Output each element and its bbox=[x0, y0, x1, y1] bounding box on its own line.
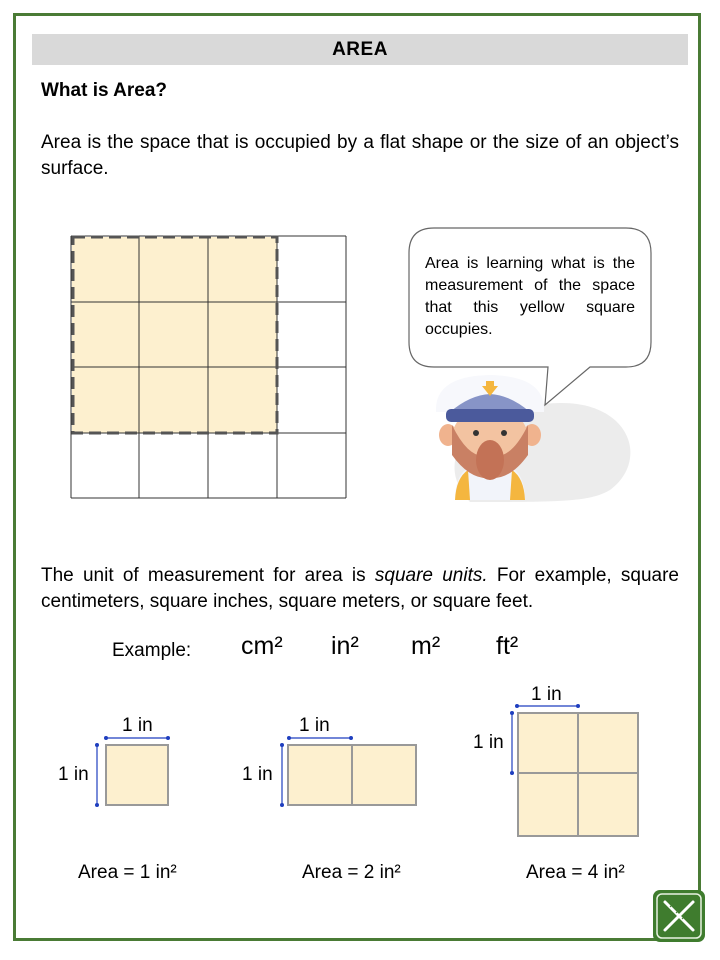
example-label: Example: bbox=[112, 640, 192, 661]
unit-m2: m² bbox=[411, 632, 441, 660]
ex2-top-label: 1 in bbox=[299, 715, 330, 736]
intro-paragraph: Area is the space that is occupied by a flat shape or the size of an object’s surface. bbox=[41, 132, 679, 179]
ex1-caption: Area = 1 in² bbox=[78, 862, 177, 883]
ex3-side-label: 1 in bbox=[473, 732, 504, 753]
ex2-side-label: 1 in bbox=[242, 764, 273, 785]
unit-in2: in² bbox=[331, 632, 359, 660]
speech-bubble-text: Area is learning what is the measurement of the space that this yellow square occupies. bbox=[425, 255, 635, 338]
ex1-side-label: 1 in bbox=[58, 764, 89, 785]
unit-cm2: cm² bbox=[241, 632, 283, 660]
page-title: AREA bbox=[32, 34, 688, 65]
units-text-before: The unit of measurement for area is bbox=[41, 565, 375, 586]
section-heading: What is Area? bbox=[41, 80, 167, 101]
ex1-top-label: 1 in bbox=[122, 715, 153, 736]
units-text-after: For example, square centimeters, square inches, square meters, or square feet. bbox=[41, 565, 679, 612]
ex3-caption: Area = 4 in² bbox=[526, 862, 625, 883]
ex3-top-label: 1 in bbox=[531, 684, 562, 705]
units-emphasis: square units. bbox=[374, 565, 488, 586]
unit-ft2: ft² bbox=[496, 632, 519, 660]
ex2-caption: Area = 2 in² bbox=[302, 862, 401, 883]
